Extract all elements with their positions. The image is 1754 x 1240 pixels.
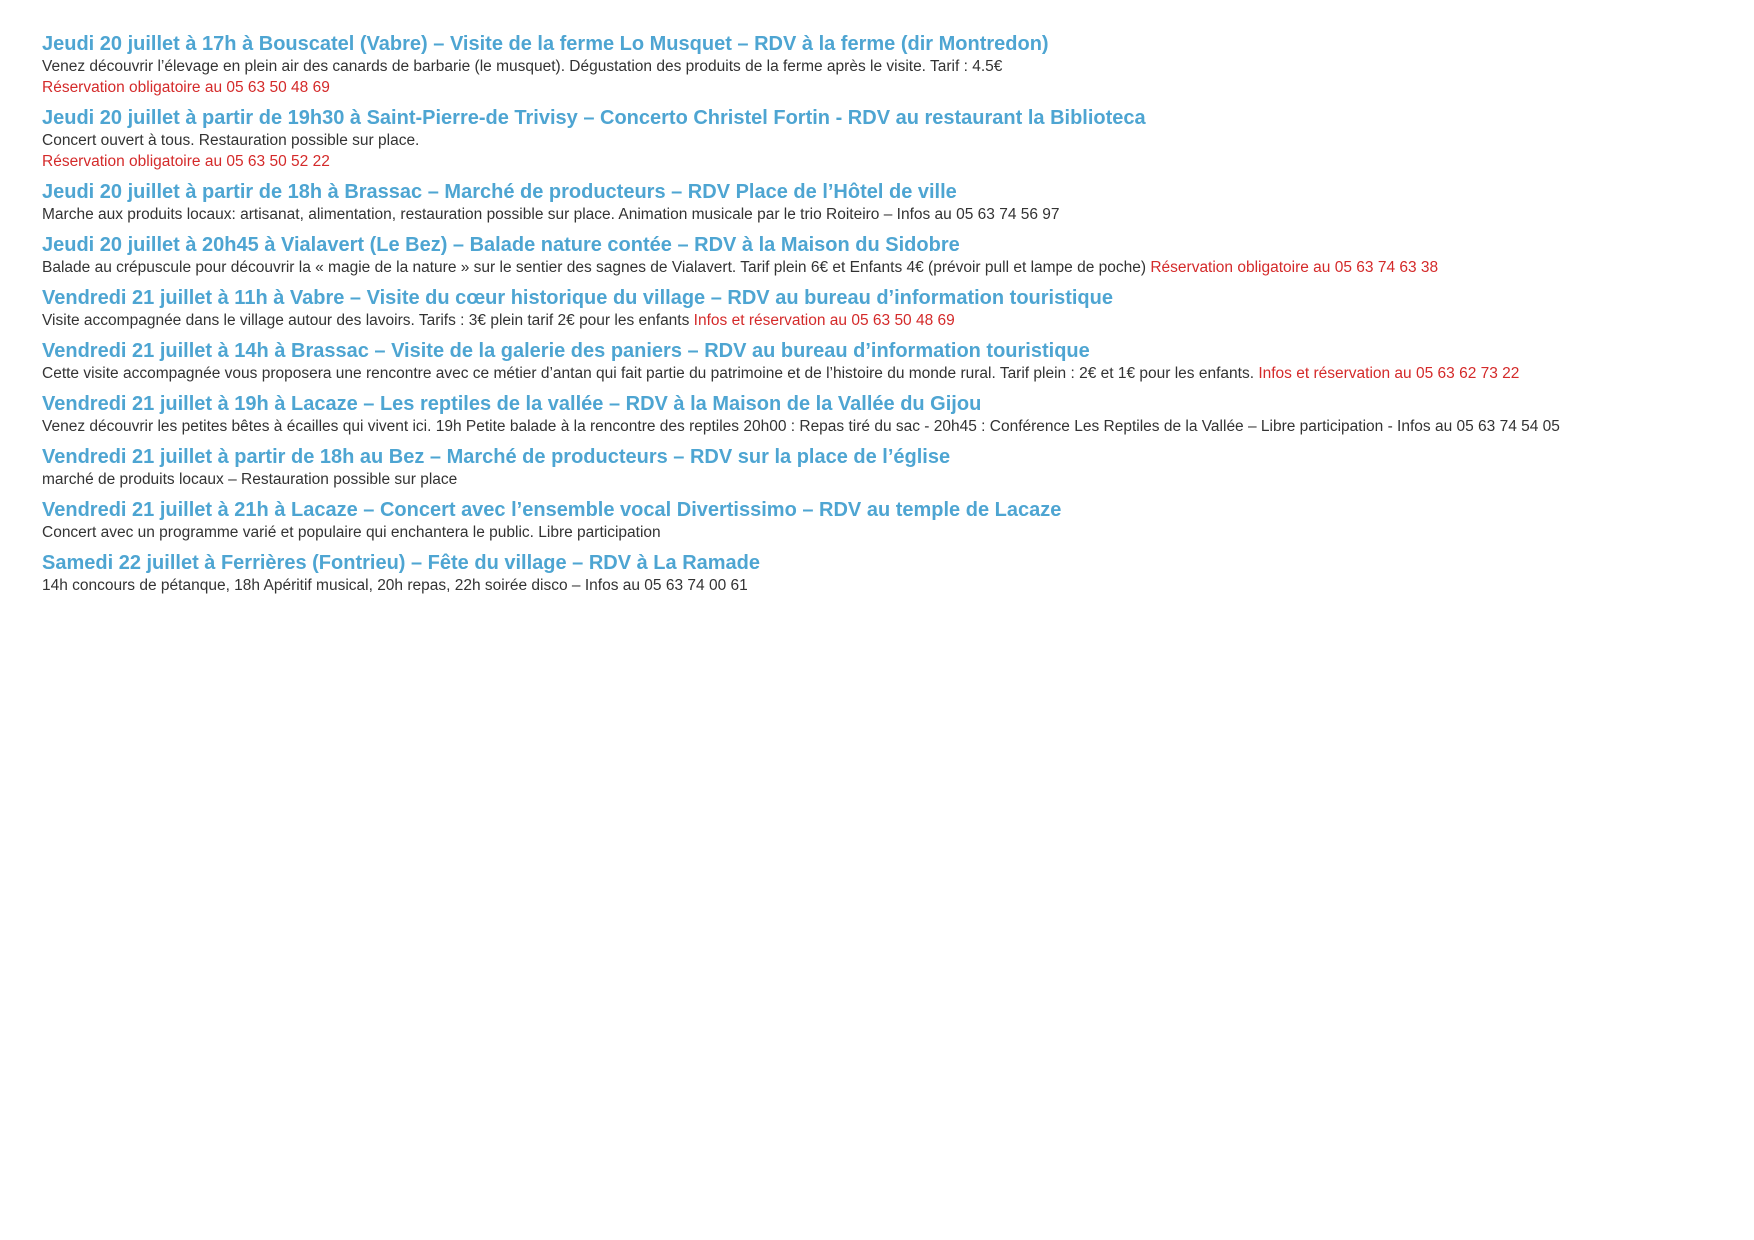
- event-title: Vendredi 21 juillet à 11h à Vabre – Visite du cœur historique du village – RDV au bureau d’information touristique: [42, 287, 1113, 309]
- event-reservation-note: Réservation obligatoire au 05 63 50 52 22: [42, 153, 330, 170]
- event-description-text: 14h concours de pétanque, 18h Apéritif musical, 20h repas, 22h soirée disco – Infos au 05 63 74 00 61: [42, 577, 748, 594]
- event-title: Jeudi 20 juillet à partir de 18h à Brassac – Marché de producteurs – RDV Place de l’Hôtel de ville: [42, 181, 957, 203]
- event-description: [42, 416, 1742, 437]
- event-description: [42, 522, 1742, 543]
- event-description: [42, 575, 1742, 596]
- event-description-text: Venez découvrir les petites bêtes à écailles qui vivent ici. 19h Petite balade à la rencontre des reptiles 20h00 : Repas tiré du sac - 20h45 : Conférence Les Reptiles de la Vallée – Libre participation - Infos au 05 63 74 54 05: [42, 418, 1560, 435]
- event-item: [42, 392, 1742, 437]
- events-list: [42, 32, 1742, 604]
- event-title: Jeudi 20 juillet à partir de 19h30 à Saint-Pierre-de Trivisy – Concerto Christel Fortin - RDV au restaurant la Biblioteca: [42, 107, 1146, 129]
- event-item: [42, 286, 1742, 331]
- event-description-text: Balade au crépuscule pour découvrir la « magie de la nature » sur le sentier des sagnes de Vialavert. Tarif plein 6€ et Enfants 4€ (prévoir pull et lampe de poche): [42, 259, 1151, 276]
- event-description-text: Venez découvrir l’élevage en plein air des canards de barbarie (le musquet). Dégustation des produits de la ferme après le visite. Tarif : 4.5€: [42, 58, 1003, 75]
- event-reservation-note: Réservation obligatoire au 05 63 50 48 69: [42, 79, 330, 96]
- event-description-text: Cette visite accompagnée vous proposera une rencontre avec ce métier d’antan qui fait partie du patrimoine et de l’histoire du monde rural. Tarif plein : 2€ et 1€ pour les enfants.: [42, 365, 1259, 382]
- event-item: [42, 32, 1742, 98]
- event-title: Vendredi 21 juillet à partir de 18h au Bez – Marché de producteurs – RDV sur la place de l’église: [42, 446, 951, 468]
- event-description: [42, 363, 1742, 384]
- event-item: [42, 180, 1742, 225]
- event-title: Jeudi 20 juillet à 17h à Bouscatel (Vabre) – Visite de la ferme Lo Musquet – RDV à la ferme (dir Montredon): [42, 33, 1049, 55]
- event-reservation-note: Infos et réservation au 05 63 62 73 22: [1258, 365, 1520, 382]
- event-description: [42, 257, 1742, 278]
- event-reservation-note: Infos et réservation au 05 63 50 48 69: [693, 312, 955, 329]
- event-title: Vendredi 21 juillet à 14h à Brassac – Visite de la galerie des paniers – RDV au bureau d’information touristique: [42, 340, 1090, 362]
- event-description-text: marché de produits locaux – Restauration possible sur place: [42, 471, 458, 488]
- event-description: [42, 204, 1742, 225]
- event-description: [42, 130, 1742, 151]
- event-title: Vendredi 21 juillet à 19h à Lacaze – Les reptiles de la vallée – RDV à la Maison de la Vallée du Gijou: [42, 393, 982, 415]
- event-description-text: Visite accompagnée dans le village autour des lavoirs. Tarifs : 3€ plein tarif 2€ pour les enfants: [42, 312, 694, 329]
- event-item: [42, 445, 1742, 490]
- event-item: [42, 551, 1742, 596]
- event-title: Samedi 22 juillet à Ferrières (Fontrieu) – Fête du village – RDV à La Ramade: [42, 552, 761, 574]
- event-title: Vendredi 21 juillet à 21h à Lacaze – Concert avec l’ensemble vocal Divertissimo – RDV au temple de Lacaze: [42, 499, 1062, 521]
- event-description-text: Marche aux produits locaux: artisanat, alimentation, restauration possible sur place. Animation musicale par le trio Roiteiro – Infos au 05 63 74 56 97: [42, 206, 1060, 223]
- event-description: [42, 56, 1742, 77]
- event-item: [42, 106, 1742, 172]
- event-title: Jeudi 20 juillet à 20h45 à Vialavert (Le Bez) – Balade nature contée – RDV à la Maison du Sidobre: [42, 234, 960, 256]
- event-reservation-note: Réservation obligatoire au 05 63 74 63 38: [1150, 259, 1439, 276]
- event-description-text: Concert ouvert à tous. Restauration possible sur place.: [42, 132, 420, 149]
- event-description: [42, 310, 1742, 331]
- event-description-text: Concert avec un programme varié et populaire qui enchantera le public. Libre participation: [42, 524, 661, 541]
- event-item: [42, 339, 1742, 384]
- event-description: [42, 469, 1742, 490]
- event-item: [42, 233, 1742, 278]
- event-item: [42, 498, 1742, 543]
